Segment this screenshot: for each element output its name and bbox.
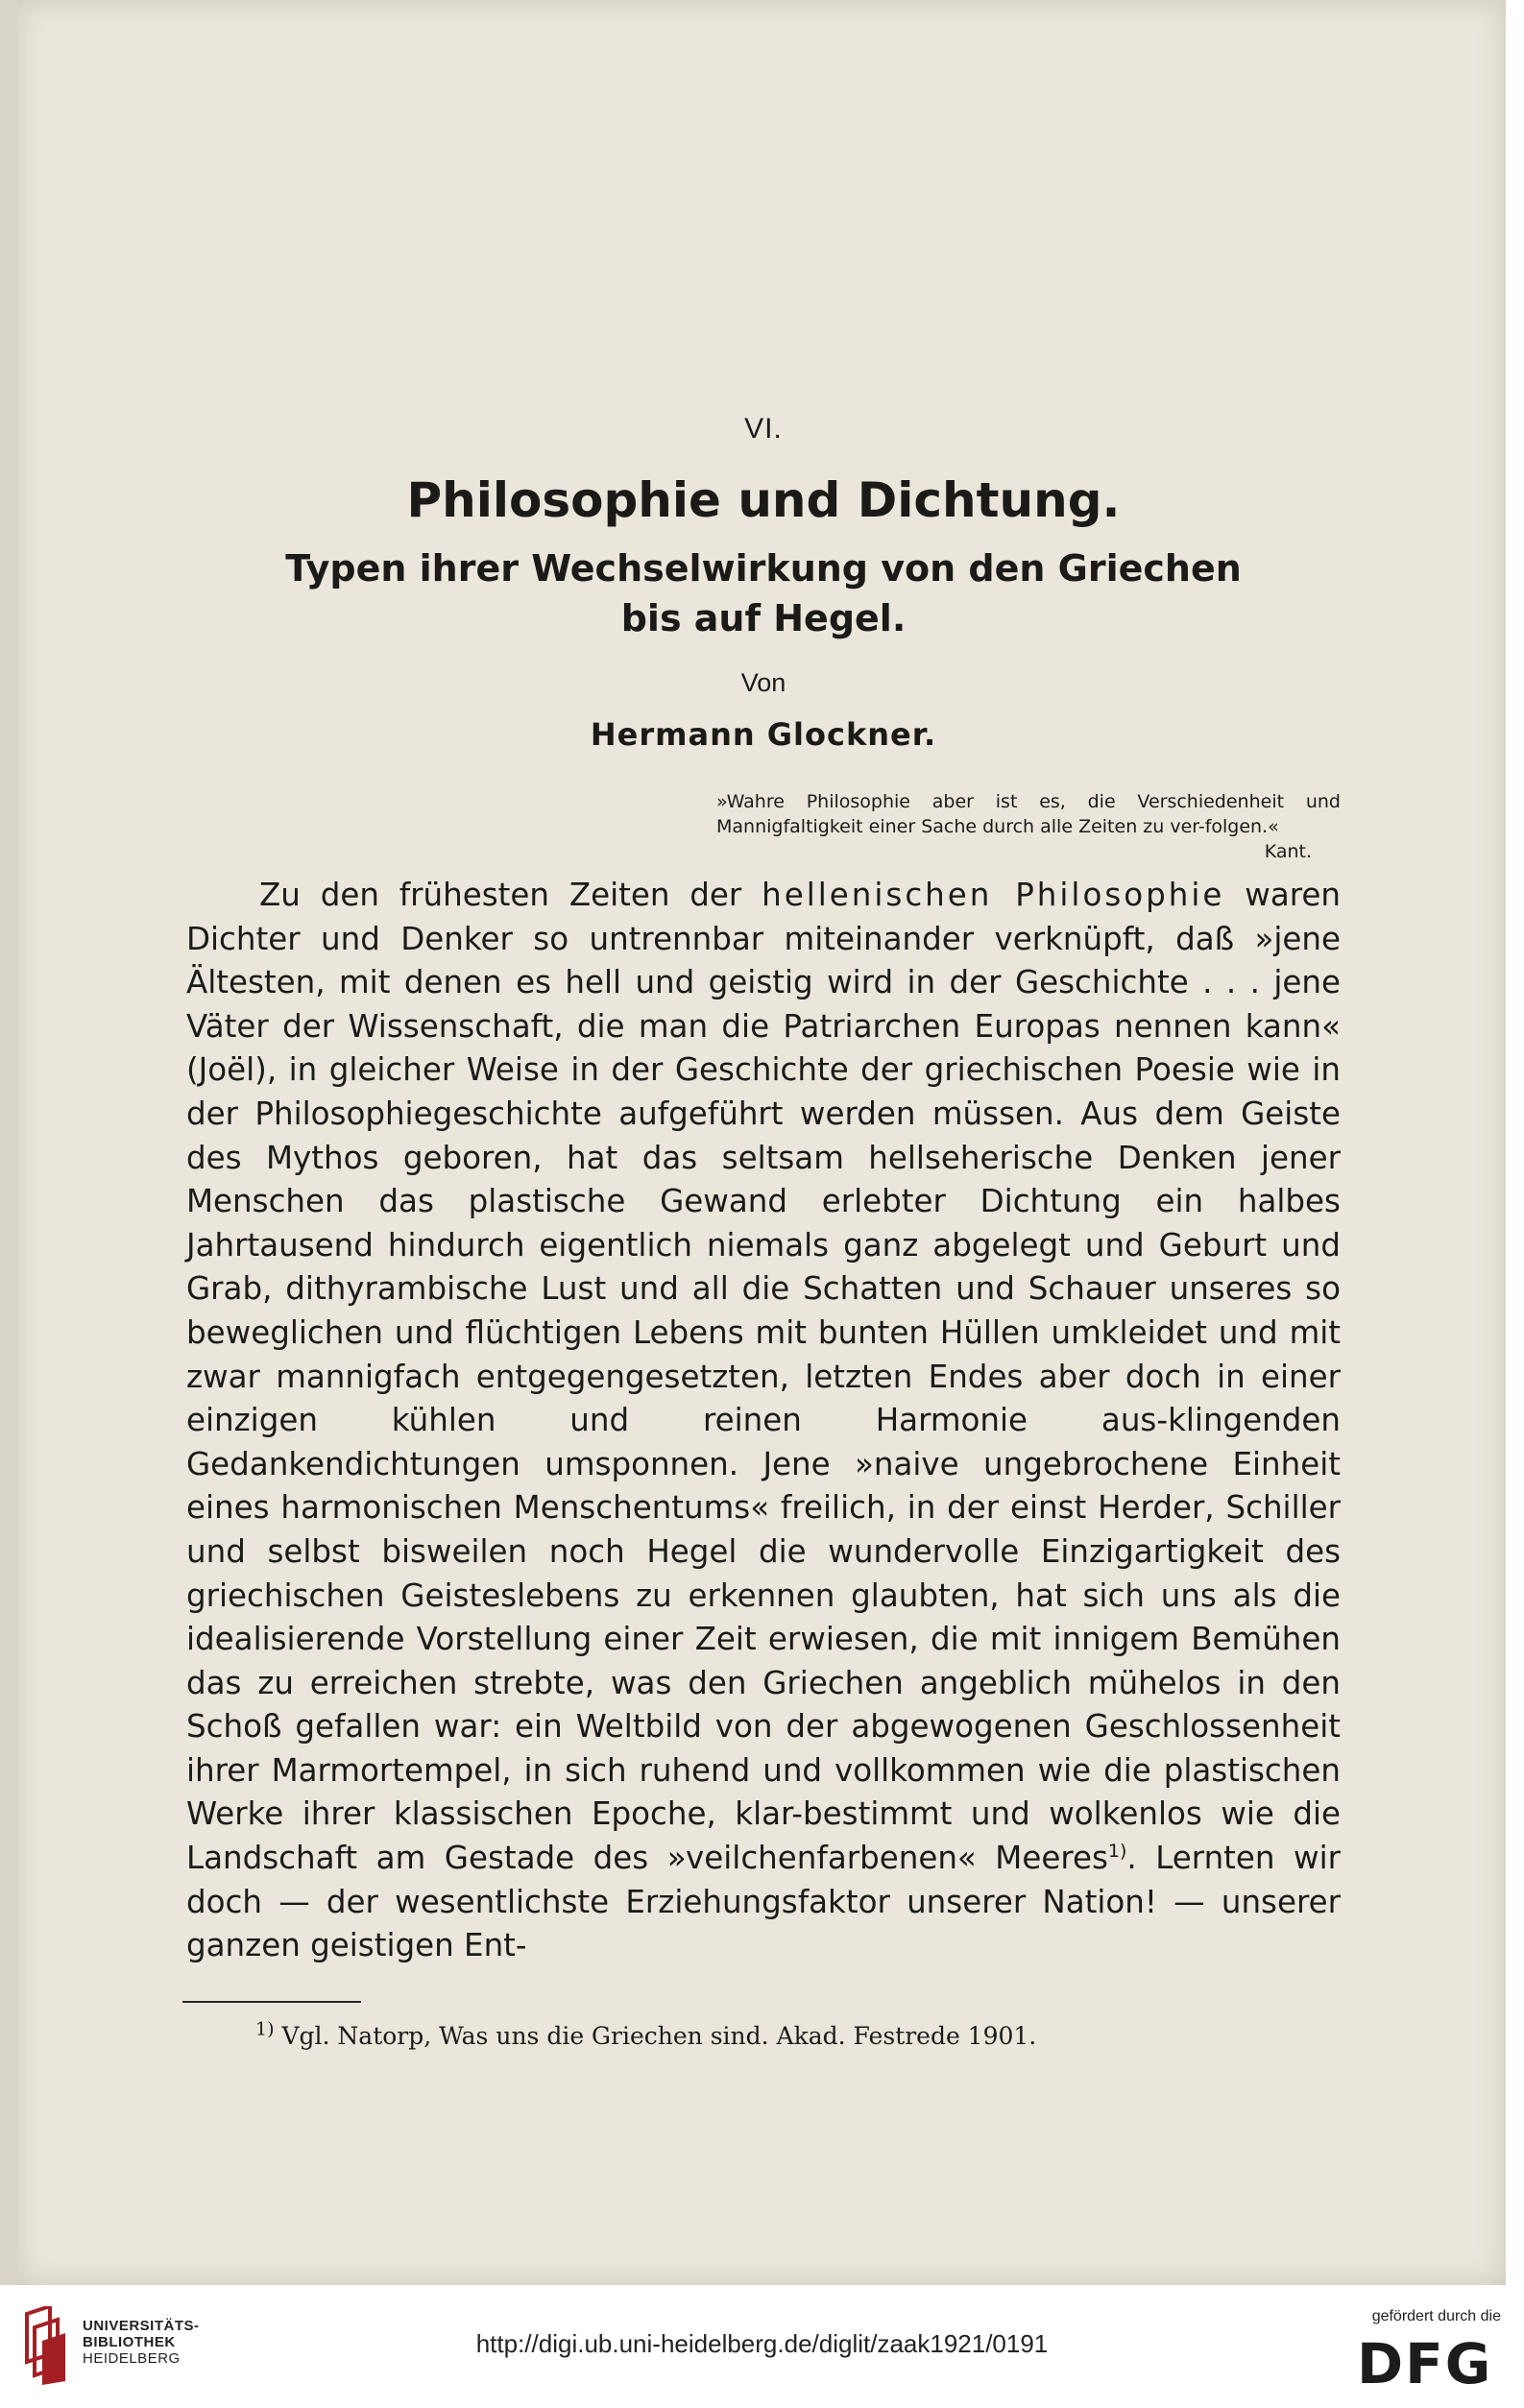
dfg-logo-text: DFG	[1357, 2333, 1493, 2391]
author-name: Hermann Glockner.	[590, 716, 937, 753]
paragraph	[186, 874, 1341, 1968]
library-line-3: HEIDELBERG	[83, 2350, 181, 2367]
article-subtitle	[182, 543, 1344, 643]
paragraph-text: waren Dichter und Denker so untrennbar miteinander verknüpft, daß »jene Ältesten, mit denen es hell und geistig wird in der Geschichte . . . jene Väter der Wissenschaft, die man die Patriarchen Europas nennen kann« (Joël), in gleicher Weise in der Geschichte der griechischen Poesie wie in der Philosophiegeschichte aufgeführt werden müssen. Aus dem Geiste des Mythos geboren, hat das seltsam hellseherische Denken jener Menschen das plastische Gewand erlebter Dichtung ein halbes Jahrtausend hindurch eigentlich niemals ganz abgelegt und Geburt und Grab, dithyrambische Lust und all die Schatten und Schauer unseres so beweglichen und flüchtigen Lebens mit bunten Hüllen umkleidet und mit zwar mannigfach entgegengesetzten, letzten Endes aber doch in einer einzigen kühlen und reinen Harmonie aus-klingenden Gedankendichtungen umsponnen. Jene »naive ungebrochene Einheit eines harmonischen Menschentums« freilich, in der einst Herder, Schiller und selbst bisweilen noch Hegel die wundervolle Einzigartigkeit des griechischen Geisteslebens zu erkennen glaubten, hat sich uns als die idealisierende Vorstellung einer Zeit erwiesen, die mit innigem Bemühen das zu erreichen strebte, was den Griechen angeblich mühelos in den Schoß gefallen war: ein Weltbild von der abgewogenen Geschlossenheit ihrer Marmortempel, in sich ruhend und vollkommen wie die plastischen Werke ihrer klassischen Epoche, klar-bestimmt und wolkenlos wie die Landschaft am Gestade des »veilchenfarbenen« Meeres	[186, 877, 1341, 1877]
footnote	[255, 2018, 1312, 2050]
paragraph-text: Zu den frühesten Zeiten der	[259, 877, 762, 913]
emphasis-spaced: hellenischen Philosophie	[762, 877, 1225, 913]
epigraph	[716, 789, 1341, 864]
library-line-2: BIBLIOTHEK	[83, 2334, 176, 2350]
library-line-1: UNIVERSITÄTS-	[83, 2318, 200, 2334]
footnote-divider	[182, 2001, 361, 2003]
footnote-marker: 1)	[255, 2018, 275, 2040]
subtitle-line-2: bis auf Hegel.	[620, 597, 907, 639]
subtitle-line-1: Typen ihrer Wechselwirkung von den Griechen	[285, 547, 1242, 590]
scan-edge	[0, 0, 17, 2285]
footnote-reference[interactable]: 1)	[1107, 1841, 1127, 1863]
body-text	[186, 874, 1341, 1968]
epigraph-attribution: Kant.	[1264, 841, 1312, 862]
footnote-text: Vgl. Natorp, Was uns die Griechen sind. Akad. Festrede 1901.	[274, 2022, 1037, 2050]
epigraph-text: »Wahre Philosophie aber ist es, die Verschiedenheit und Mannigfaltigkeit einer Sache durch alle Zeiten zu ver-folgen.«	[716, 791, 1341, 837]
byline-von: Von	[740, 668, 786, 697]
dfg-logo-icon[interactable]	[1357, 2333, 1501, 2391]
article-title: Philosophie und Dichtung.	[406, 472, 1121, 528]
section-number: VI.	[744, 413, 783, 445]
permalink-url[interactable]: http://digi.ub.uni-heidelberg.de/diglit/zaak1921/0191	[475, 2329, 1049, 2358]
funding-caption: gefördert durch die	[1371, 2308, 1501, 2324]
paragraph-text: . Lernten wir doch — der wesentlichste Erziehungsfaktor unserer Nation! — unserer ganzen geistigen Ent-	[186, 1840, 1341, 1964]
